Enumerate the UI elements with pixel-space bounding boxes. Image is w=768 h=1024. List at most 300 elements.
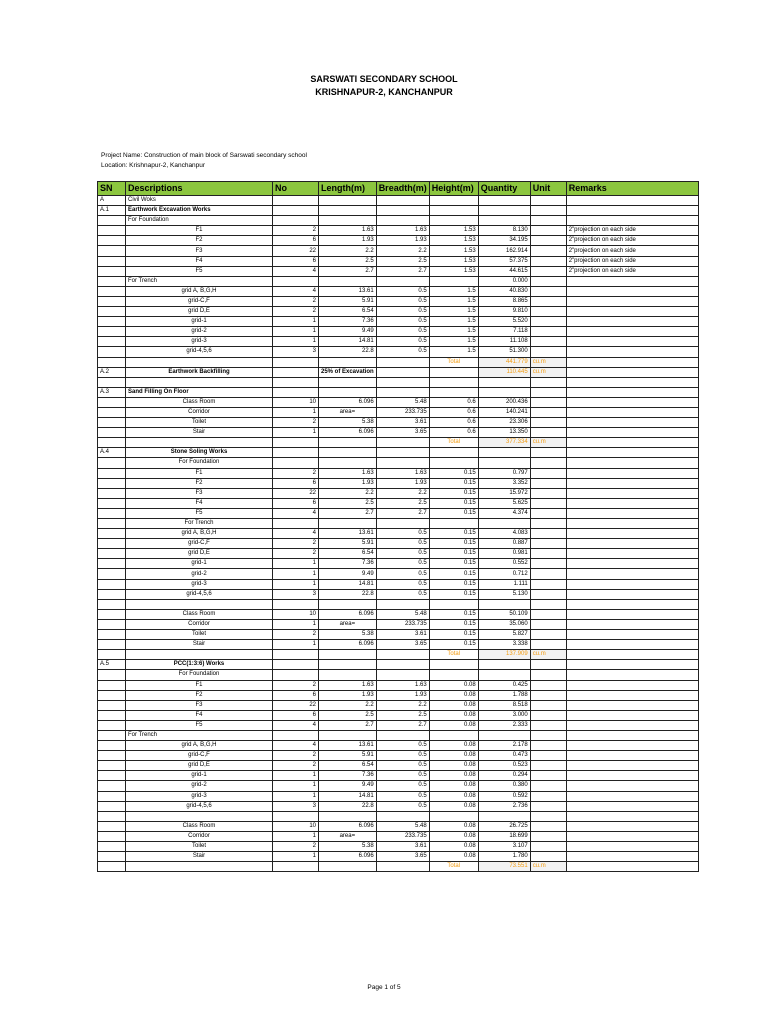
table-row [98, 347, 699, 357]
table-cell [530, 266, 566, 276]
table-cell [530, 276, 566, 286]
table-cell [530, 347, 566, 357]
table-cell: 0.6 [429, 418, 478, 428]
table-cell: grid-4,5,6 [126, 801, 273, 811]
table-cell [273, 196, 319, 206]
table-cell: 5.91 [319, 751, 377, 761]
table-cell [273, 862, 319, 872]
table-cell: 22.8 [319, 347, 377, 357]
table-cell: 1.5 [429, 347, 478, 357]
table-cell: 22.8 [319, 589, 377, 599]
table-row [98, 741, 699, 751]
table-row [98, 307, 699, 317]
table-cell [530, 498, 566, 508]
table-cell: 4 [273, 508, 319, 518]
table-cell [566, 387, 698, 397]
table-cell: 6 [273, 236, 319, 246]
table-cell [273, 276, 319, 286]
table-cell [376, 387, 429, 397]
table-cell [376, 448, 429, 458]
table-row [98, 599, 699, 609]
table-row [98, 630, 699, 640]
table-cell: 14.81 [319, 579, 377, 589]
table-cell [376, 438, 429, 448]
table-cell: 0.08 [429, 821, 478, 831]
table-cell [530, 519, 566, 529]
table-cell: 441.779 [478, 357, 530, 367]
table-cell: 0.08 [429, 690, 478, 700]
table-cell [566, 286, 698, 296]
table-row [98, 438, 699, 448]
table-cell [319, 519, 377, 529]
table-cell [566, 468, 698, 478]
table-cell: 6.096 [319, 428, 377, 438]
table-cell: 1.63 [376, 468, 429, 478]
table-cell: 13.350 [478, 428, 530, 438]
table-cell: 0.5 [376, 559, 429, 569]
table-cell: A.3 [98, 387, 126, 397]
table-cell [98, 377, 126, 387]
table-cell: 5.48 [376, 821, 429, 831]
table-cell [530, 286, 566, 296]
table-row [98, 852, 699, 862]
table-cell: grid A, B,G,H [126, 529, 273, 539]
table-cell: 3 [273, 589, 319, 599]
table-cell: For Foundation [126, 670, 273, 680]
table-cell [273, 387, 319, 397]
table-cell [126, 811, 273, 821]
table-cell [273, 377, 319, 387]
table-cell [566, 751, 698, 761]
table-cell: 200.436 [478, 397, 530, 407]
table-cell: 0.5 [376, 317, 429, 327]
table-row [98, 317, 699, 327]
table-cell: 2.2 [319, 488, 377, 498]
table-cell [478, 660, 530, 670]
table-cell [376, 862, 429, 872]
table-cell [98, 317, 126, 327]
table-cell: 1.93 [376, 690, 429, 700]
table-cell [566, 216, 698, 226]
table-cell [98, 468, 126, 478]
table-cell: 0.08 [429, 680, 478, 690]
table-cell: 1 [273, 428, 319, 438]
table-cell [98, 801, 126, 811]
table-cell [273, 448, 319, 458]
table-cell: 1 [273, 781, 319, 791]
table-cell [98, 630, 126, 640]
table-cell [98, 741, 126, 751]
table-cell [530, 478, 566, 488]
table-cell [478, 599, 530, 609]
table-cell: 2.2 [319, 246, 377, 256]
table-cell [98, 821, 126, 831]
table-cell: 14.81 [319, 337, 377, 347]
table-cell: 0.08 [429, 842, 478, 852]
table-cell: 2.5 [319, 710, 377, 720]
table-cell [126, 599, 273, 609]
table-cell [98, 781, 126, 791]
table-cell [319, 448, 377, 458]
table-cell: 0.5 [376, 569, 429, 579]
table-row [98, 670, 699, 680]
table-cell [530, 236, 566, 246]
table-cell: 2 [273, 842, 319, 852]
table-cell: Class Room [126, 821, 273, 831]
table-cell: F3 [126, 246, 273, 256]
table-cell [566, 508, 698, 518]
table-cell: 1.788 [478, 690, 530, 700]
table-cell [376, 367, 429, 377]
table-row [98, 448, 699, 458]
table-cell: 0.5 [376, 296, 429, 306]
table-row [98, 751, 699, 761]
table-cell [376, 660, 429, 670]
table-cell [98, 216, 126, 226]
table-cell [319, 650, 377, 660]
table-cell: 6 [273, 690, 319, 700]
table-cell [478, 448, 530, 458]
table-cell: 1.93 [319, 236, 377, 246]
table-cell: 2.2 [376, 700, 429, 710]
table-cell [530, 226, 566, 236]
table-cell: grid-1 [126, 559, 273, 569]
table-cell: 1.63 [319, 468, 377, 478]
table-cell: 1 [273, 559, 319, 569]
table-row [98, 761, 699, 771]
table-row [98, 650, 699, 660]
table-cell [429, 206, 478, 216]
table-cell: 2"projection on each side [566, 246, 698, 256]
table-cell: 23.306 [478, 418, 530, 428]
table-cell [566, 761, 698, 771]
table-cell [566, 337, 698, 347]
table-cell [273, 357, 319, 367]
table-cell: 2.7 [376, 720, 429, 730]
table-cell: 0.08 [429, 771, 478, 781]
table-cell: area= [319, 831, 377, 841]
table-cell [566, 660, 698, 670]
table-cell: F4 [126, 498, 273, 508]
table-cell: grid-C,F [126, 296, 273, 306]
table-cell [566, 206, 698, 216]
table-cell: Sand Filling On Floor [126, 387, 273, 397]
table-cell [98, 307, 126, 317]
table-cell [98, 640, 126, 650]
table-cell: 1.5 [429, 307, 478, 317]
table-cell: 1.63 [376, 226, 429, 236]
table-cell [566, 438, 698, 448]
table-cell: 5.827 [478, 630, 530, 640]
table-cell: Class Room [126, 609, 273, 619]
table-cell: For Foundation [126, 216, 273, 226]
page-number: Page 1 of 5 [367, 984, 401, 991]
table-cell: 1 [273, 640, 319, 650]
table-cell: 0.5 [376, 741, 429, 751]
table-row [98, 256, 699, 266]
table-cell [530, 407, 566, 417]
table-cell: Stone Soling Works [126, 448, 273, 458]
table-cell: 2 [273, 761, 319, 771]
table-cell: 2 [273, 468, 319, 478]
table-cell [98, 498, 126, 508]
table-cell [376, 206, 429, 216]
table-cell: 13.61 [319, 529, 377, 539]
table-cell: For Foundation [126, 458, 273, 468]
table-cell: 0.473 [478, 751, 530, 761]
table-cell [530, 589, 566, 599]
table-cell: 3.65 [376, 640, 429, 650]
table-row [98, 640, 699, 650]
table-cell [98, 862, 126, 872]
table-cell: 7.36 [319, 317, 377, 327]
table-header [98, 182, 699, 196]
table-cell: 26.725 [478, 821, 530, 831]
table-cell [566, 529, 698, 539]
table-cell [566, 519, 698, 529]
table-row [98, 418, 699, 428]
table-cell: 1 [273, 579, 319, 589]
table-cell: grid-C,F [126, 539, 273, 549]
table-cell [98, 842, 126, 852]
table-cell: 57.375 [478, 256, 530, 266]
table-row [98, 236, 699, 246]
table-cell: 0.5 [376, 286, 429, 296]
table-cell: Corridor [126, 831, 273, 841]
table-cell: 3.61 [376, 842, 429, 852]
table-cell [566, 781, 698, 791]
table-row [98, 559, 699, 569]
table-cell [530, 196, 566, 206]
table-cell: 2 [273, 307, 319, 317]
table-cell [530, 488, 566, 498]
table-cell: 0.15 [429, 478, 478, 488]
table-cell [319, 377, 377, 387]
table-cell: 1.63 [376, 680, 429, 690]
table-row [98, 337, 699, 347]
table-cell: 8.518 [478, 700, 530, 710]
table-cell: 2.5 [376, 498, 429, 508]
table-cell [429, 730, 478, 740]
table-cell: 4.374 [478, 508, 530, 518]
table-cell [98, 407, 126, 417]
table-cell: 0.15 [429, 640, 478, 650]
table-cell [566, 811, 698, 821]
table-cell: grid D,E [126, 761, 273, 771]
table-cell [566, 196, 698, 206]
table-cell: 5.48 [376, 609, 429, 619]
table-cell: 377.334 [478, 438, 530, 448]
table-cell [273, 458, 319, 468]
table-cell: 3.61 [376, 630, 429, 640]
table-cell: 6.096 [319, 852, 377, 862]
table-cell: 0.15 [429, 609, 478, 619]
table-cell: 140.241 [478, 407, 530, 417]
table-cell: 9.810 [478, 307, 530, 317]
table-cell [566, 640, 698, 650]
table-cell: 2 [273, 751, 319, 761]
table-cell: 6.096 [319, 397, 377, 407]
table-cell: Toilet [126, 630, 273, 640]
table-cell: 0.08 [429, 801, 478, 811]
table-cell: 1 [273, 317, 319, 327]
table-cell [566, 589, 698, 599]
table-cell: grid-3 [126, 579, 273, 589]
table-row [98, 488, 699, 498]
table-cell: cu.m [530, 862, 566, 872]
table-cell [273, 216, 319, 226]
table-cell [376, 650, 429, 660]
table-cell [530, 751, 566, 761]
school-location-title: KRISHNAPUR-2, KANCHANPUR [315, 87, 453, 97]
table-cell: 1.93 [376, 236, 429, 246]
table-cell: 233.735 [376, 407, 429, 417]
table-cell [566, 407, 698, 417]
table-cell: 0.5 [376, 781, 429, 791]
table-row [98, 377, 699, 387]
table-cell [530, 206, 566, 216]
table-cell [429, 448, 478, 458]
table-cell: 4 [273, 741, 319, 751]
table-cell: 2"projection on each side [566, 236, 698, 246]
table-cell [98, 296, 126, 306]
table-cell: 0.5 [376, 529, 429, 539]
table-cell: 1.93 [319, 478, 377, 488]
table-cell: 6.096 [319, 609, 377, 619]
table-cell [98, 720, 126, 730]
table-cell: 2 [273, 680, 319, 690]
table-row [98, 508, 699, 518]
table-row [98, 428, 699, 438]
table-cell: F5 [126, 720, 273, 730]
table-row [98, 266, 699, 276]
table-cell [98, 286, 126, 296]
table-cell: For Trench [126, 519, 273, 529]
table-row [98, 791, 699, 801]
table-cell: Class Room [126, 397, 273, 407]
table-cell [566, 296, 698, 306]
table-cell [530, 710, 566, 720]
table-cell [566, 852, 698, 862]
table-cell [478, 377, 530, 387]
table-cell: 1 [273, 852, 319, 862]
table-cell: 3.000 [478, 710, 530, 720]
table-cell [429, 599, 478, 609]
table-cell: 40.830 [478, 286, 530, 296]
table-cell: 3.352 [478, 478, 530, 488]
table-cell [478, 519, 530, 529]
table-row [98, 519, 699, 529]
table-cell: 0.552 [478, 559, 530, 569]
table-cell [98, 266, 126, 276]
table-row [98, 226, 699, 236]
table-row [98, 781, 699, 791]
table-cell [98, 609, 126, 619]
table-cell: grid-C,F [126, 751, 273, 761]
table-cell [566, 680, 698, 690]
table-cell: 0.08 [429, 761, 478, 771]
table-cell [566, 397, 698, 407]
table-cell: 0.592 [478, 791, 530, 801]
table-cell: 0.15 [429, 468, 478, 478]
table-cell [126, 357, 273, 367]
table-cell [530, 730, 566, 740]
table-cell: area= [319, 407, 377, 417]
table-cell: 1.63 [319, 680, 377, 690]
table-cell: 3.107 [478, 842, 530, 852]
table-row [98, 589, 699, 599]
table-row [98, 407, 699, 417]
table-cell [98, 327, 126, 337]
table-cell: 0.15 [429, 498, 478, 508]
table-cell: 5.48 [376, 397, 429, 407]
table-cell [530, 811, 566, 821]
table-cell: 1.63 [319, 226, 377, 236]
table-cell [376, 519, 429, 529]
table-cell [98, 347, 126, 357]
table-cell [478, 196, 530, 206]
table-cell [478, 811, 530, 821]
table-cell [98, 529, 126, 539]
table-cell: 4 [273, 286, 319, 296]
project-name: Project Name: Construction of main block of Sarswati secondary school [101, 152, 307, 159]
table-cell [530, 317, 566, 327]
column-header: Quantity [478, 182, 530, 196]
table-cell: 2 [273, 630, 319, 640]
table-cell [530, 508, 566, 518]
table-cell: Stair [126, 428, 273, 438]
table-cell [530, 680, 566, 690]
table-cell [376, 670, 429, 680]
table-cell: 0.294 [478, 771, 530, 781]
table-row [98, 387, 699, 397]
table-cell: 6.096 [319, 821, 377, 831]
table-cell [429, 276, 478, 286]
table-cell [319, 862, 377, 872]
table-cell [566, 821, 698, 831]
table-row [98, 196, 699, 206]
table-cell: 0.15 [429, 488, 478, 498]
table-cell: F3 [126, 488, 273, 498]
table-cell: 5.38 [319, 418, 377, 428]
column-header: Remarks [566, 182, 698, 196]
table-row [98, 609, 699, 619]
table-cell: PCC(1:3:6) Works [126, 660, 273, 670]
table-row [98, 397, 699, 407]
table-row [98, 579, 699, 589]
table-cell [566, 539, 698, 549]
table-cell [98, 761, 126, 771]
table-row [98, 357, 699, 367]
table-cell: 73.551 [478, 862, 530, 872]
table-cell [530, 337, 566, 347]
table-row [98, 276, 699, 286]
table-cell [530, 296, 566, 306]
table-cell: 137.909 [478, 650, 530, 660]
table-cell: 8.865 [478, 296, 530, 306]
table-cell: 4 [273, 529, 319, 539]
table-cell: 0.000 [478, 276, 530, 286]
table-cell: 22.8 [319, 801, 377, 811]
table-cell [376, 811, 429, 821]
table-cell: For Trench [126, 276, 273, 286]
table-cell: grid-4,5,6 [126, 589, 273, 599]
table-row [98, 700, 699, 710]
table-cell: 9.49 [319, 569, 377, 579]
table-cell [98, 508, 126, 518]
table-cell: 2.5 [319, 498, 377, 508]
table-cell [98, 599, 126, 609]
